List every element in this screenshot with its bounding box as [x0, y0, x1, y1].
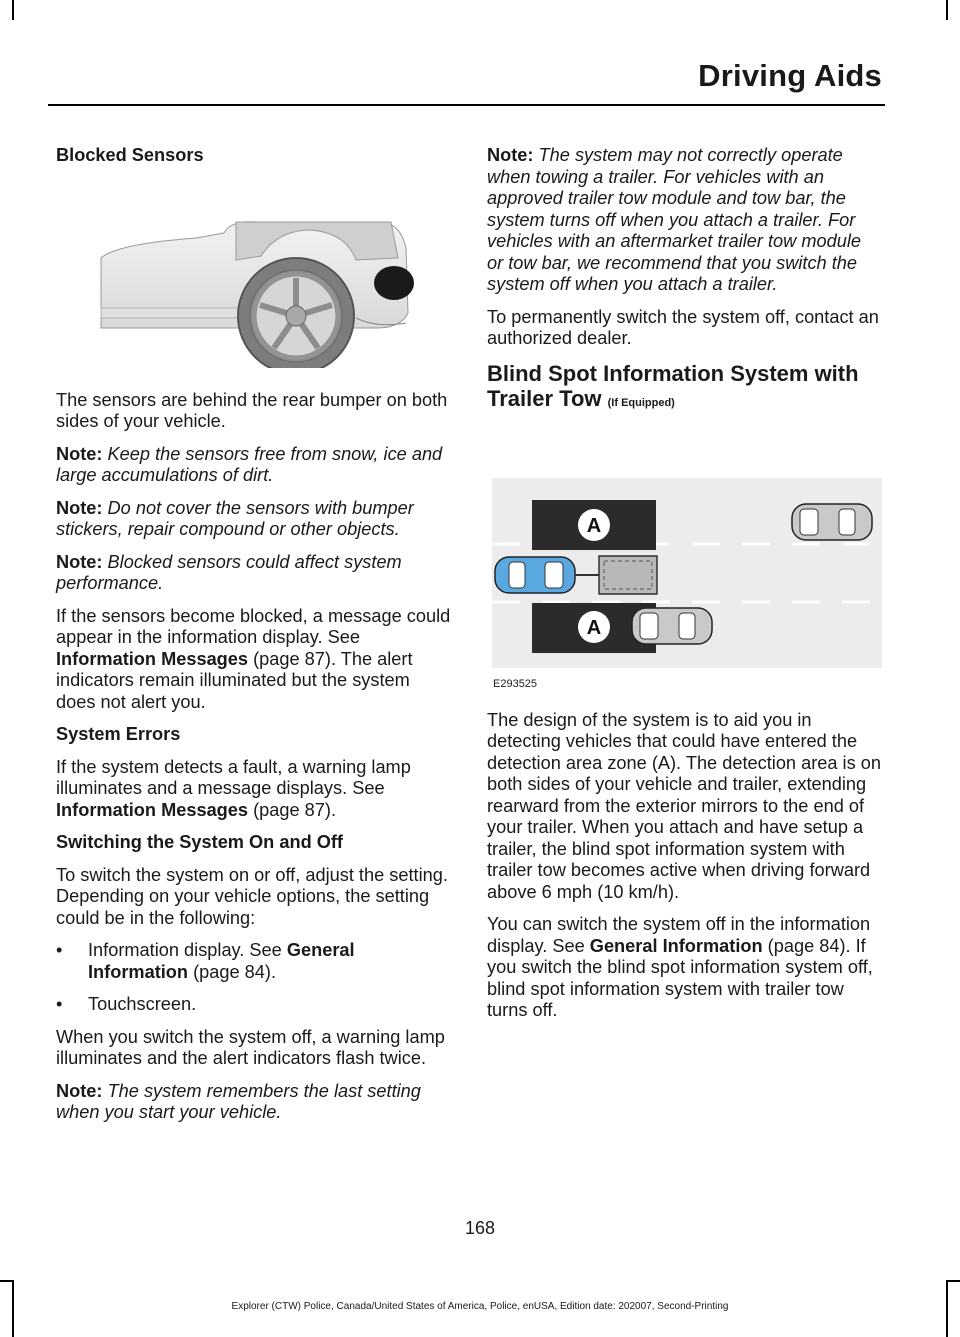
permanent-off-text: To permanently switch the system off, contact an authorized dealer. — [487, 306, 879, 348]
right-column — [487, 145, 882, 1033]
note-4: Note: The system remembers the last setting when you start your vehicle. — [56, 1080, 421, 1122]
note-2: Note: Do not cover the sensors with bumper stickers, repair compound or other objects. — [56, 497, 414, 539]
adjacent-vehicle-in-zone — [632, 608, 712, 644]
heading-switching-system: Switching the System On and Off — [56, 832, 343, 852]
figure-code: E293525 — [493, 678, 538, 690]
left-column — [56, 145, 451, 1135]
system-design-text: The design of the system is to aid you in detecting vehicles that could have entered the detection area zone (A). The detection area is on both sides of your vehicle and trailer, extending rearward from the exterior mirrors to the end of your trailer. When you attach and have setup a trailer, the blind spot information system with trailer tow becomes active when driving forward above 6 mph (10 km/h). — [487, 709, 881, 902]
crop-mark — [946, 0, 948, 20]
blind-spot-zone-diagram — [487, 426, 882, 696]
switch-off-text: When you switch the system off, a warning lamp illuminates and the alert indicators flash twice. — [56, 1026, 445, 1068]
crop-mark — [946, 1280, 960, 1282]
information-messages-link[interactable]: Information Messages — [56, 799, 249, 820]
list-item: • Touchscreen. — [56, 994, 197, 1014]
switching-text: To switch the system on or off, adjust the setting. Depending on your vehicle options, the setting could be in the following: — [56, 864, 448, 928]
trailer — [599, 556, 657, 594]
general-information-link[interactable]: General Information — [589, 935, 763, 956]
list-item: • Information display. See General Information (page 84). — [56, 940, 355, 982]
page-title: Driving Aids — [698, 58, 882, 93]
heading-system-errors: System Errors — [56, 724, 181, 744]
general-information-link[interactable]: General Information — [88, 940, 355, 982]
system-errors-text: If the system detects a fault, a warning lamp illuminates and a message displays. See Information Messages (page 87). — [56, 756, 411, 820]
crop-mark — [12, 0, 14, 20]
blocked-sensors-text: If the sensors become blocked, a message could appear in the information display. See Information Messages (page 87). The alert indicators remain illuminated but the system does not alert you. — [56, 605, 451, 712]
heading-blis-trailer-tow: Blind Spot Information System with Trailer Tow (If Equipped) — [487, 360, 859, 411]
note-5: Note: The system may not correctly operate when towing a trailer. For vehicles with an approved trailer tow module and tow bar, the system turns off when you attach a trailer. For vehicles with an aftermarket trailer tow module or tow bar, we recommend that you switch the system off when you attach a trailer. — [487, 145, 862, 294]
heading-blocked-sensors: Blocked Sensors — [56, 145, 204, 165]
header-divider — [48, 104, 885, 106]
switch-off-blis-text: You can switch the system off in the information display. See General Information (page 84). If you switch the blind spot information system off, blind spot information system with trailer tow turns off. — [487, 914, 873, 1020]
page-number: 168 — [464, 1218, 496, 1238]
sensors-location-text: The sensors are behind the rear bumper on both sides of your vehicle. — [56, 389, 448, 431]
adjacent-vehicle — [792, 504, 872, 540]
zone-label: A — [586, 514, 602, 537]
note-1: Note: Keep the sensors free from snow, ice and large accumulations of dirt. — [56, 443, 443, 485]
zone-label: A — [586, 616, 602, 639]
footer-edition-info: Explorer (CTW) Police, Canada/United States of America, Police, enUSA, Edition date: 202007, Second-Printing — [231, 1301, 729, 1312]
information-messages-link[interactable]: Information Messages — [56, 648, 249, 669]
note-3: Note: Blocked sensors could affect system performance. — [56, 551, 402, 593]
rear-bumper-sensor-illustration — [56, 178, 451, 368]
